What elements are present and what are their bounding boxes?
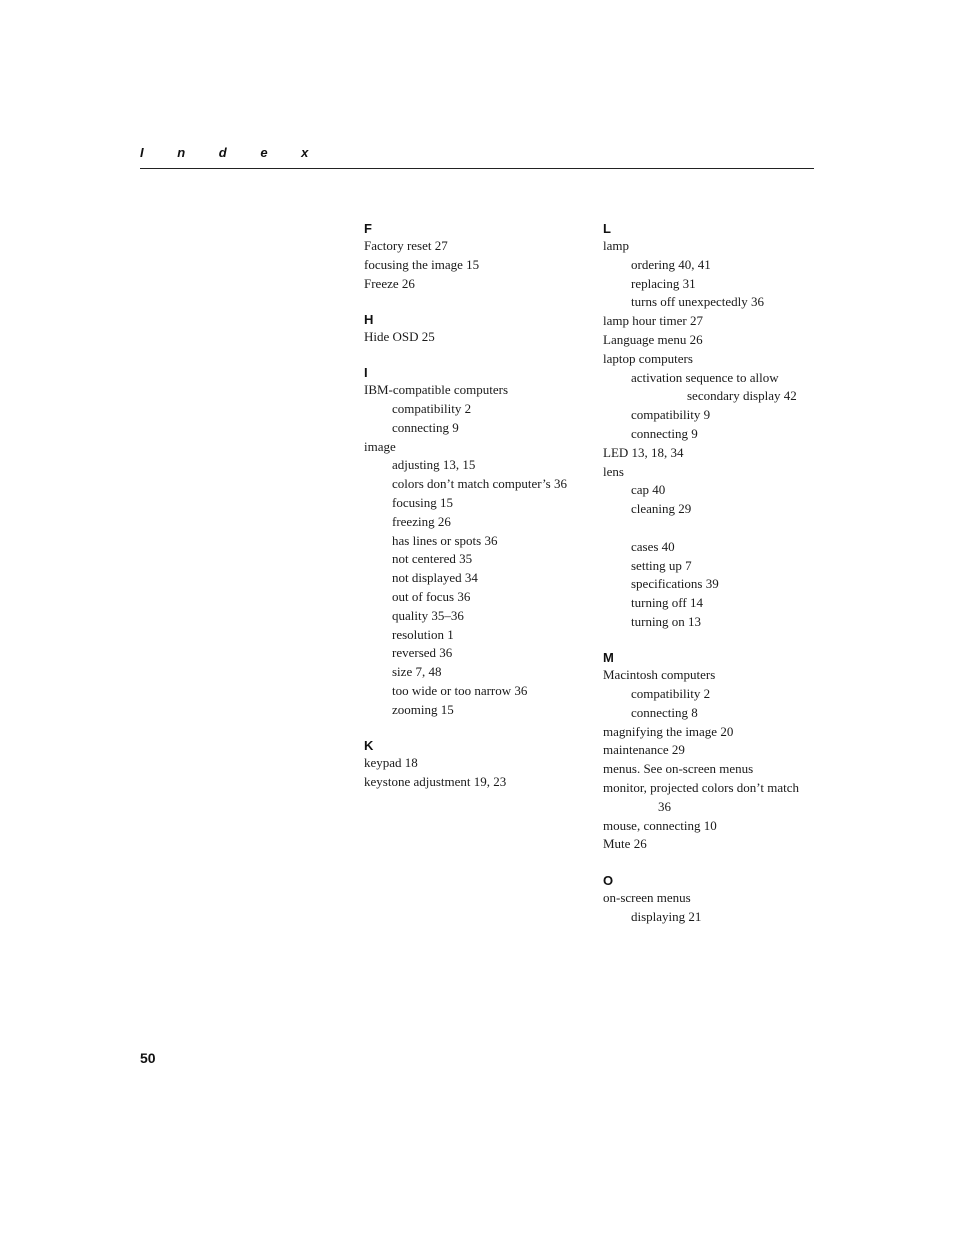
index-subentry: turns off unexpectedly 36 <box>631 294 764 310</box>
index-subentry: replacing 31 <box>631 275 696 291</box>
index-subentry: 36 <box>658 798 671 814</box>
index-entry: mouse, connecting 10 <box>603 817 717 833</box>
index-subentry: displaying 21 <box>631 908 702 924</box>
index-entry: Macintosh computers <box>603 667 716 683</box>
index-entry: Mute 26 <box>603 836 647 852</box>
group-gap <box>603 632 818 650</box>
index-subentry: focusing 15 <box>392 494 454 510</box>
running-head-title: I n d e x <box>140 145 324 160</box>
index-letter-heading: H <box>364 311 374 327</box>
index-subentry: setting up 7 <box>631 557 692 573</box>
index-subentry: not centered 35 <box>392 551 473 567</box>
index-entry: magnifying the image 20 <box>603 723 734 739</box>
index-subentry <box>603 519 818 538</box>
index-group-m <box>603 649 818 854</box>
index-subentry: size 7, 48 <box>392 664 442 680</box>
index-entry: LED 13, 18, 34 <box>603 444 684 460</box>
index-subentry: connecting 9 <box>631 425 698 441</box>
index-group-o <box>603 872 818 927</box>
index-subentry: colors don’t match computer’s 36 <box>392 476 567 492</box>
index-subentry: cap 40 <box>631 482 666 498</box>
index-subentry: cases 40 <box>631 538 675 554</box>
index-entry: Freeze 26 <box>364 275 415 291</box>
index-subentry: zooming 15 <box>392 701 454 717</box>
index-subentry: connecting 8 <box>631 704 698 720</box>
index-subentry: cleaning 29 <box>631 501 692 517</box>
index-entry: Factory reset 27 <box>364 238 448 253</box>
index-subentry: quality 35–36 <box>392 607 464 623</box>
index-letter-heading: O <box>603 872 614 888</box>
index-entry: lamp hour timer 27 <box>603 313 704 329</box>
index-entry: Hide OSD 25 <box>364 328 435 344</box>
index-subentry: compatibility 9 <box>631 407 711 423</box>
index-entry: lens <box>603 463 624 479</box>
index-letter-heading: L <box>603 221 611 236</box>
index-subentry: has lines or spots 36 <box>392 532 498 548</box>
index-subentry: secondary display 42 <box>687 388 797 404</box>
index-letter-heading: M <box>603 650 614 666</box>
index-subentry: resolution 1 <box>392 626 454 642</box>
index-subentry: turning off 14 <box>631 595 703 611</box>
index-subentry: ordering 40, 41 <box>631 256 711 272</box>
index-entry: lamp <box>603 238 629 253</box>
index-column-right <box>603 220 818 926</box>
index-subentry: compatibility 2 <box>392 400 472 416</box>
header-rule <box>140 168 814 169</box>
index-entry: maintenance 29 <box>603 742 685 758</box>
index-letter-heading: I <box>364 365 368 381</box>
index-entry: laptop computers <box>603 350 693 366</box>
index-entry: monitor, projected colors don’t match <box>603 780 799 796</box>
index-group-i <box>364 364 589 719</box>
index-letter-heading: K <box>364 738 374 754</box>
group-gap <box>364 720 589 738</box>
index-entry: Language menu 26 <box>603 331 703 347</box>
index-entry: keystone adjustment 19, 23 <box>364 773 507 789</box>
index-group-h <box>364 311 589 347</box>
index-entry: keypad 18 <box>364 755 418 771</box>
index-group-k <box>364 737 589 792</box>
index-subentry: connecting 9 <box>392 419 459 435</box>
index-entry: image <box>364 438 396 454</box>
index-subentry: activation sequence to allow <box>631 369 779 385</box>
group-gap <box>603 854 818 872</box>
index-letter-heading: F <box>364 221 372 236</box>
index-subentry: reversed 36 <box>392 645 453 661</box>
index-group-f <box>364 220 589 293</box>
index-subentry: out of focus 36 <box>392 588 471 604</box>
page-number: 50 <box>140 1050 156 1066</box>
group-gap <box>364 347 589 365</box>
index-subentry: compatibility 2 <box>631 686 711 702</box>
index-subentry: too wide or too narrow 36 <box>392 682 528 698</box>
index-entry: on-screen menus <box>603 889 691 905</box>
index-entry: IBM-compatible computers <box>364 382 509 398</box>
index-group-l <box>603 220 818 632</box>
index-entry: menus. See on-screen menus <box>603 761 754 777</box>
index-subentry: not displayed 34 <box>392 570 478 586</box>
index-column-left <box>364 220 589 792</box>
index-subentry: adjusting 13, 15 <box>392 457 476 473</box>
index-subentry: freezing 26 <box>392 513 451 529</box>
group-gap <box>364 293 589 311</box>
index-subentry: turning on 13 <box>631 613 702 629</box>
index-subentry: specifications 39 <box>631 576 719 592</box>
index-entry: focusing the image 15 <box>364 256 480 272</box>
